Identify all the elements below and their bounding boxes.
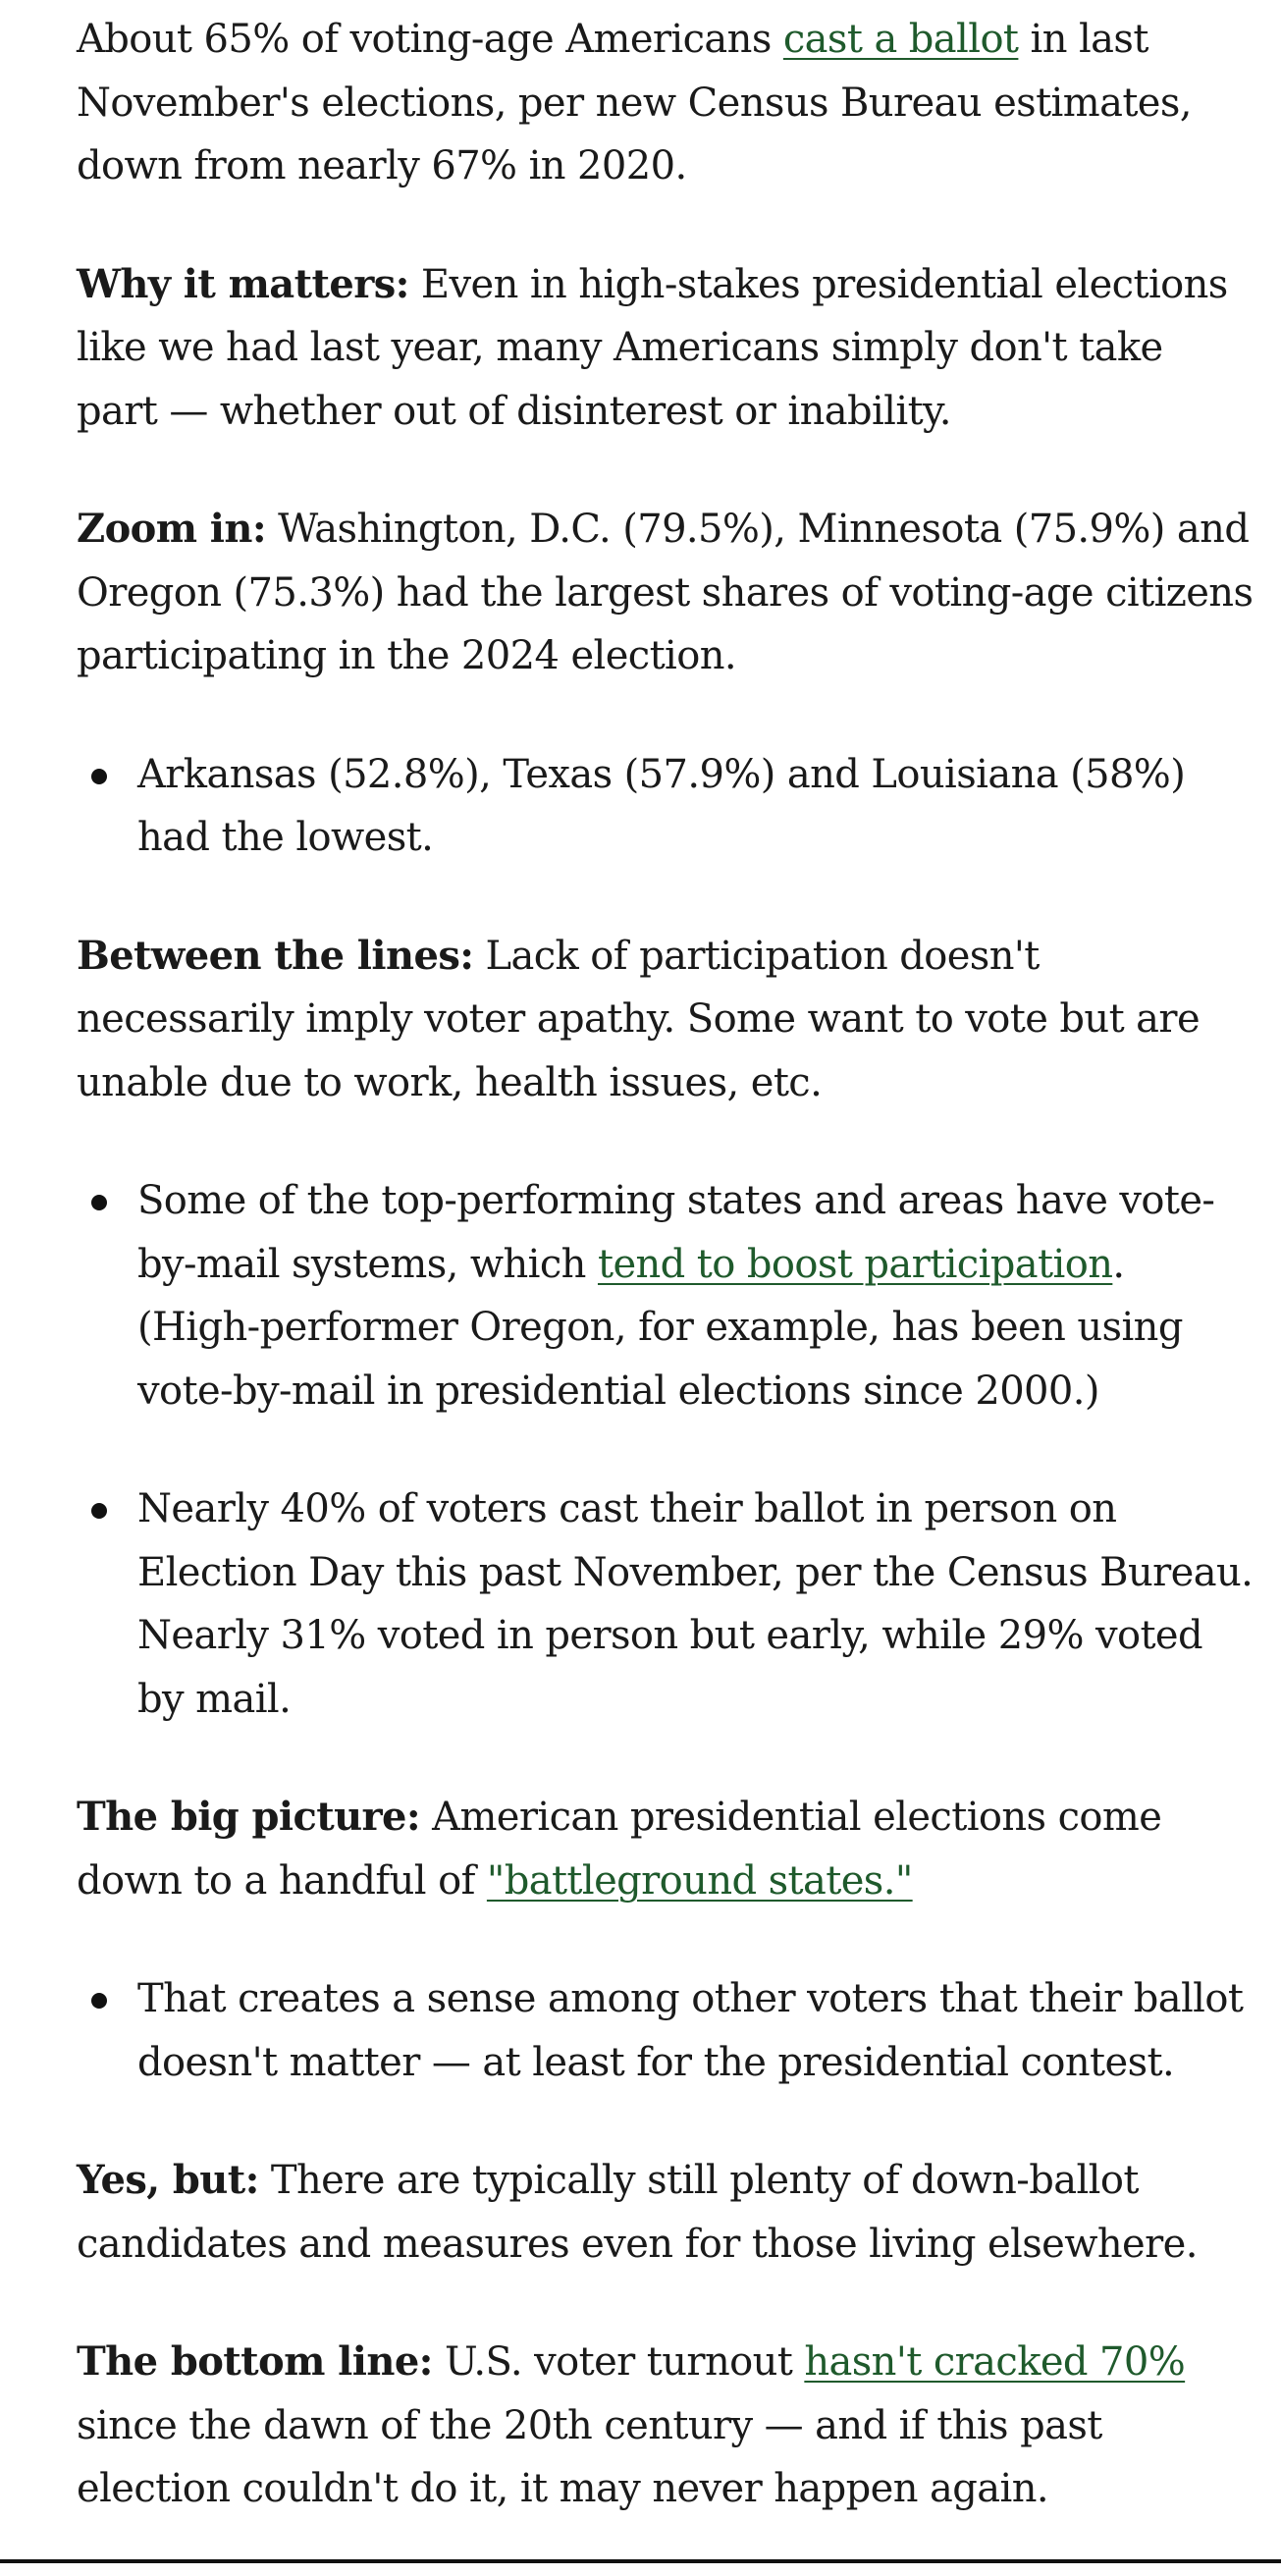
big-picture-lead: The big picture:	[77, 1794, 421, 1840]
intro-paragraph	[77, 8, 1254, 198]
bottom-line-paragraph	[77, 2331, 1254, 2521]
between-the-lines-lead: Between the lines:	[77, 932, 474, 979]
bottom-line-text: U.S. voter turnout	[432, 2339, 805, 2385]
between-the-lines-bullet-list	[77, 1169, 1254, 1731]
ballot-doesnt-matter-text: That creates a sense among other voters that their ballot doesn't matter — at least for the presidential contest.	[137, 1976, 1244, 2085]
bullet-dot-icon	[91, 1993, 107, 2009]
vote-by-mail-text-cont: . (High-performer Oregon, for example, has been using vote-by-mail in presidential elections since 2000.)	[137, 1241, 1183, 1414]
big-picture-bullet-list	[77, 1967, 1254, 2094]
bullet-dot-icon	[91, 1503, 107, 1519]
intro-text: About 65% of voting-age Americans	[77, 17, 783, 62]
list-item	[77, 1477, 1254, 1731]
yes-but-text: There are typically still plenty of down-ballot candidates and measures even for those living elsewhere.	[77, 2158, 1198, 2267]
article-body	[77, 8, 1254, 2576]
yes-but-lead: Yes, but:	[77, 2157, 259, 2203]
bottom-line-lead: The bottom line:	[77, 2338, 433, 2385]
big-picture-paragraph	[77, 1786, 1254, 1912]
bottom-line-text-cont: since the dawn of the 20th century — and if this past election couldn't do it, it may never happen again.	[77, 2402, 1102, 2511]
zoom-in-bullet-list	[77, 743, 1254, 870]
list-item	[77, 1967, 1254, 2094]
voting-method-text: Nearly 40% of voters cast their ballot in person on Election Day this past November, per the Census Bureau. Nearly 31% voted in person but early, while 29% voted by mail.	[137, 1486, 1254, 1722]
zoom-in-paragraph	[77, 498, 1254, 688]
why-it-matters-lead: Why it matters:	[77, 260, 409, 307]
zoom-in-lead: Zoom in:	[77, 506, 267, 552]
list-item	[77, 743, 1254, 870]
why-it-matters-paragraph	[77, 253, 1254, 444]
yes-but-paragraph	[77, 2149, 1254, 2276]
between-the-lines-text: Lack of participation doesn't necessarily imply voter apathy. Some want to vote but are unable due to work, health issues, etc.	[77, 933, 1201, 1105]
list-item	[77, 1169, 1254, 1422]
lowest-states-text: Arkansas (52.8%), Texas (57.9%) and Louisiana (58%) had the lowest.	[137, 751, 1186, 860]
bullet-dot-icon	[91, 1195, 107, 1210]
intro-text-cont: in last November's elections, per new Census Bureau estimates, down from nearly 67% in 2020.	[77, 17, 1192, 188]
vote-by-mail-text: Some of the top-performing states and areas have vote-by-mail systems, which	[137, 1178, 1215, 1287]
big-picture-text: American presidential elections come down to a handful of	[77, 1795, 1162, 1904]
why-it-matters-text: Even in high-stakes presidential elections like we had last year, many Americans simply don't take part — whether out of disinterest or inability.	[77, 261, 1228, 434]
cast-a-ballot-link[interactable]: cast a ballot	[782, 17, 1019, 62]
bullet-dot-icon	[91, 769, 107, 784]
battleground-states-link[interactable]: "battleground states."	[486, 1857, 913, 1904]
between-the-lines-paragraph	[77, 925, 1254, 1115]
hasnt-cracked-70-link[interactable]: hasn't cracked 70%	[804, 2339, 1186, 2385]
bottom-divider	[0, 2559, 1281, 2563]
zoom-in-text: Washington, D.C. (79.5%), Minnesota (75.9%) and Oregon (75.3%) had the largest shares of voting-age citizens participating in the 2024 election.	[77, 507, 1254, 678]
boost-participation-link[interactable]: tend to boost participation	[597, 1241, 1113, 1287]
